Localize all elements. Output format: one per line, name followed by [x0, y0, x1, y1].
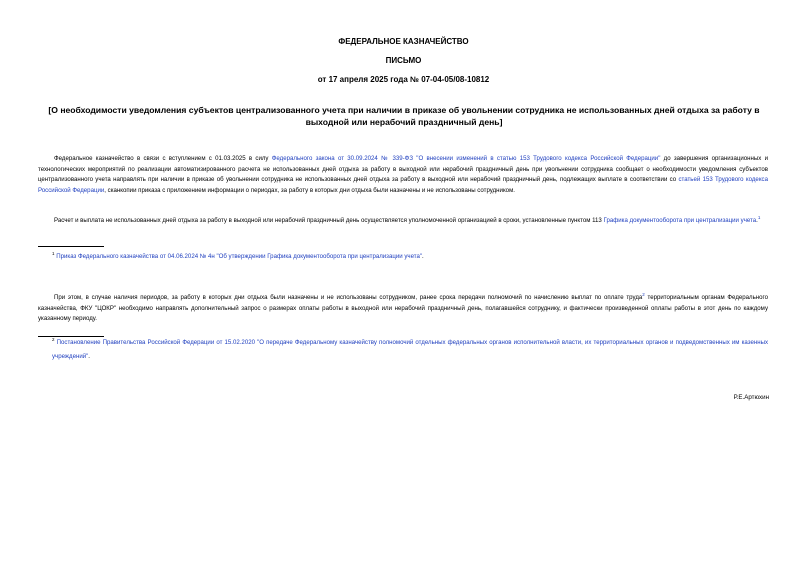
footnote-2-marker[interactable]: 2 [642, 291, 645, 297]
footnote-1-tail: . [422, 253, 424, 260]
p1-text-1: Федеральное казначейство в связи с вступлением с 01.03.2025 в силу [54, 155, 272, 162]
footnote-separator-1 [38, 246, 104, 247]
document-type: ПИСЬМО [385, 56, 422, 65]
labor-code-article-link[interactable]: статьей 153 Трудового кодекса Российской Федерации [38, 176, 768, 194]
footnote-2-number: 2 [52, 336, 55, 342]
paragraph-1 [38, 154, 768, 196]
document-date-number: от 17 апреля 2025 года № 07-04-05/08-10812 [317, 75, 490, 84]
p1-text-2: до завершения организационных и технологических мероприятий по реализации автоматизированного расчета не использованных дней отдыха за работу в выходной или нерабочий праздничный день при увольнении сотрудника сообщает о необходимости уведомления субъектов централизованного учета направлять при наличии в приказе об увольнении сотрудника не использованных дней отдыха за работу в выходной или нерабочий праздничный день, подлежащих выплате в соответствии со [38, 155, 768, 184]
paragraph-2 [38, 216, 768, 227]
document-title: [О необходимости уведомления субъектов централизованного учета при наличии в приказе об увольнении сотрудника не использованных дней отдыха за работу в выходной или нерабочий праздничный день] [48, 105, 760, 127]
signature: Р.Е.Артюхин [733, 394, 769, 401]
organization-name: ФЕДЕРАЛЬНОЕ КАЗНАЧЕЙСТВО [338, 37, 469, 46]
footnote-2-tail: . [88, 352, 90, 360]
footnote-2 [52, 336, 768, 363]
footnote-1-link[interactable]: Приказ Федерального казначейства от 04.06.2024 № 4н "Об утверждении Графика документооборота при централизации учета" [56, 253, 423, 260]
paragraph-3 [38, 293, 768, 325]
p2-text-2: . [756, 217, 758, 224]
federal-law-link[interactable]: Федерального закона от 30.09.2024 № 339-ФЗ "О внесении изменений в статью 153 Трудового кодекса Российской Федерации" [271, 155, 661, 162]
footnote-1-marker[interactable]: 1 [757, 214, 761, 220]
p2-text-1: Расчет и выплата не использованных дней отдыха за работу в выходной или нерабочий праздничный день осуществляется уполномоченной организацией в сроки, установленные пунктом 113 [54, 217, 604, 224]
document-flow-schedule-link[interactable]: Графика документооборота при централизации учета [603, 217, 757, 224]
footnote-2-link[interactable]: Постановление Правительства Российской Федерации от 15.02.2020 "О передаче Федеральному казначейству полномочий отдельных федеральных органов исполнительной власти, их территориальных органов и подведомственных им казенных учреждений" [52, 339, 768, 360]
footnote-1-number: 1 [52, 250, 55, 256]
p3-text-2: территориальным органам Федерального казначейства, ФКУ "ЦОКР" необходимо направлять дополнительный запрос о размерах оплаты работы в выходной или нерабочий праздничный день, полагавшейся сотруднику, и фактически произведенной оплаты работы в этот день по каждому указанному периоду. [38, 294, 768, 323]
p1-text-3: , сканкопии приказа с приложением информации о периодах, за работу в которых дни отдыха были назначены и не использованы сотрудником. [104, 186, 515, 194]
p3-text-1: При этом, в случае наличия периодов, за работу в которых дни отдыха были назначены и не использованы сотрудником, ранее срока передачи полномочий по начислению выплат по оплате труда [54, 294, 643, 301]
footnote-1 [52, 250, 768, 264]
